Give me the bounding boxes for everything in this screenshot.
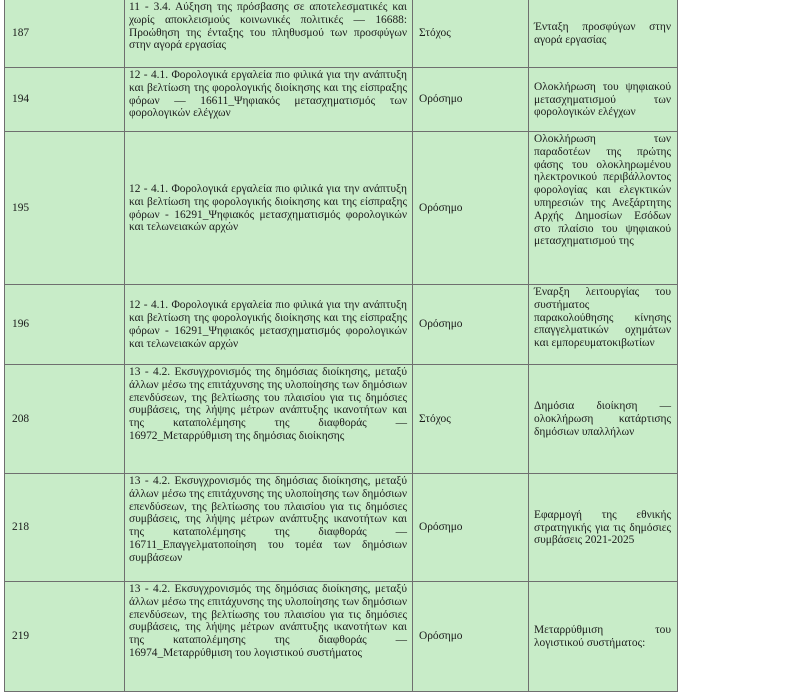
measure-text: 12 - 4.1. Φορολογικά εργαλεία πιο φιλικά για την ανάπτυξη και βελτίωση της φορολογικής διοίκησης και της είσπραξης φόρων - 16291_Ψηφιακός μετασχηματισμός φορολογικών και τελωνειακών αρχών xyxy=(125,285,413,365)
milestone-type: Ορόσημο xyxy=(413,582,529,692)
table-row xyxy=(5,474,678,582)
milestone-type: Στόχος xyxy=(413,365,529,474)
measure-text: 13 - 4.2. Εκσυγχρονισμός της δημόσιας διοίκησης, μεταξύ άλλων μέσω της επιτάχυνσης της υλοποίησης των δημόσιων επενδύσεων, της βελτίωσης του πλαισίου για τις δημόσιες συμβάσεις, της λήψης μέτρων ανάπτυξης ικανοτήτων και της καταπολέμησης της διαφθοράς — 16711_Επαγγελματοποίηση του τομέα των δημόσιων συμβάσεων xyxy=(125,474,413,582)
milestone-description: Ολοκλήρωση του ψηφιακού μετασχηματισμού των φορολογικών ελέγχων xyxy=(529,68,678,132)
milestone-description: Ένταξη προσφύγων στην αγορά εργασίας xyxy=(529,0,678,68)
milestone-type: Ορόσημο xyxy=(413,132,529,285)
measure-text: 12 - 4.1. Φορολογικά εργαλεία πιο φιλικά για την ανάπτυξη και βελτίωση της φορολογικής διοίκησης και της είσπραξης φόρων - 16291_Ψηφιακός μετασχηματισμός φορολογικών και τελωνειακών αρχών xyxy=(125,132,413,285)
row-number: 196 xyxy=(5,285,125,365)
table-row xyxy=(5,132,678,285)
row-number: 195 xyxy=(5,132,125,285)
milestones-table-container xyxy=(4,0,677,692)
table-row xyxy=(5,285,678,365)
milestones-table xyxy=(4,0,678,692)
milestone-type: Ορόσημο xyxy=(413,285,529,365)
table-row xyxy=(5,68,678,132)
milestone-type: Ορόσημο xyxy=(413,68,529,132)
row-number: 218 xyxy=(5,474,125,582)
row-number: 219 xyxy=(5,582,125,692)
table-row xyxy=(5,0,678,68)
table-row xyxy=(5,582,678,692)
measure-text: 11 - 3.4. Αύξηση της πρόσβασης σε αποτελεσματικές και χωρίς αποκλεισμούς κοινωνικές πολιτικές — 16688: Προώθηση της ένταξης του πληθυσμού των προσφύγων στην αγορά εργασίας xyxy=(125,0,413,68)
milestone-description: Δημόσια διοίκηση — ολοκλήρωση κατάρτισης δημόσιων υπαλλήλων xyxy=(529,365,678,474)
measure-text: 12 - 4.1. Φορολογικά εργαλεία πιο φιλικά για την ανάπτυξη και βελτίωση της φορολογικής διοίκησης και της είσπραξης φόρων — 16611_Ψηφιακός μετασχηματισμός των φορολογικών ελέγχων xyxy=(125,68,413,132)
row-number: 187 xyxy=(5,0,125,68)
measure-text: 13 - 4.2. Εκσυγχρονισμός της δημόσιας διοίκησης, μεταξύ άλλων μέσω της επιτάχυνσης της υλοποίησης των δημόσιων επενδύσεων, της βελτίωσης του πλαισίου για τις δημόσιες συμβάσεις, της λήψης μέτρων ανάπτυξης ικανοτήτων και της καταπολέμησης της διαφθοράς — 16972_Μεταρρύθμιση της δημόσιας διοίκησης xyxy=(125,365,413,474)
milestone-type: Ορόσημο xyxy=(413,474,529,582)
measure-text: 13 - 4.2. Εκσυγχρονισμός της δημόσιας διοίκησης, μεταξύ άλλων μέσω της επιτάχυνσης της υλοποίησης των δημόσιων επενδύσεων, της βελτίωσης του πλαισίου για τις δημόσιες συμβάσεις, της λήψης μέτρων ανάπτυξης ικανοτήτων και της καταπολέμησης της διαφθοράς — 16974_Μεταρρύθμιση του λογιστικού συστήματος xyxy=(125,582,413,692)
table-row xyxy=(5,365,678,474)
milestone-description: Μεταρρύθμιση του λογιστικού συστήματος: xyxy=(529,582,678,692)
milestone-description: Ολοκλήρωση των παραδοτέων της πρώτης φάσης του ολοκληρωμένου ηλεκτρονικού περιβάλλοντος φορολογίας και ελεγκτικών υπηρεσιών της Ανεξάρτητης Αρχής Δημοσίων Εσόδων στο πλαίσιο του ψηφιακού μετασχηματισμού της xyxy=(529,132,678,285)
row-number: 194 xyxy=(5,68,125,132)
milestone-description: Εφαρμογή της εθνικής στρατηγικής για τις δημόσιες συμβάσεις 2021-2025 xyxy=(529,474,678,582)
milestone-type: Στόχος xyxy=(413,0,529,68)
milestone-description: Έναρξη λειτουργίας του συστήματος παρακολούθησης κίνησης επαγγελματικών οχημάτων και εμπορευματοκιβωτίων xyxy=(529,285,678,365)
row-number: 208 xyxy=(5,365,125,474)
